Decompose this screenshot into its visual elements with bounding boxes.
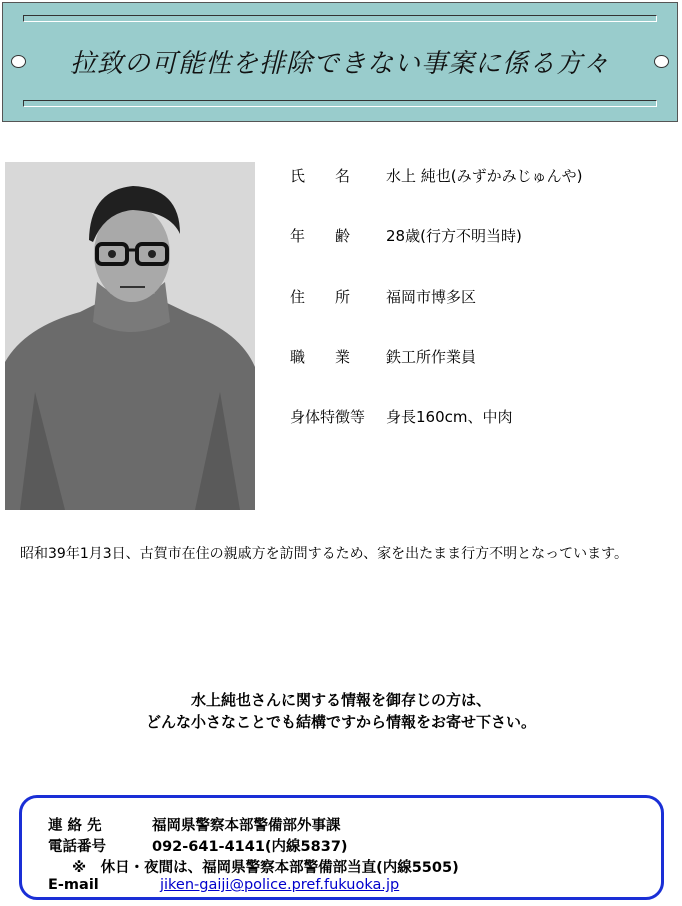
profile-age <box>290 225 522 246</box>
contact-phone-row <box>48 835 348 856</box>
profile-occupation <box>290 346 476 367</box>
age-value: 28歳(行方不明当時) <box>386 227 522 245</box>
name-label: 氏 名 <box>290 167 351 185</box>
address-value: 福岡市博多区 <box>386 288 477 306</box>
profile-name <box>290 165 582 186</box>
name-value: 水上 純也(みずかみじゅんや) <box>386 167 583 185</box>
address-label: 住 所 <box>290 288 351 306</box>
contact-box <box>19 795 664 900</box>
case-narrative: 昭和39年1月3日、古賀市在住の親戚方を訪問するため、家を出たまま行方不明となっています。 <box>20 546 628 562</box>
age-label: 年 齢 <box>290 227 351 245</box>
contact-phone-value: 092-641-4141(内線5837) <box>152 839 348 855</box>
contact-org-row <box>48 814 341 835</box>
features-value: 身長160cm、中肉 <box>386 408 513 426</box>
contact-holiday-note: ※ 休日・夜間は、福岡県警察本部警備部当直(内線5505) <box>72 860 459 876</box>
contact-email-label: E-mail <box>48 877 99 893</box>
occupation-label: 職 業 <box>290 348 351 366</box>
portrait-photo <box>5 162 255 510</box>
contact-email-link[interactable]: jiken-gaiji@police.pref.fukuoka.jp <box>160 877 400 893</box>
profile-address <box>290 286 476 307</box>
banner-right-bullet-icon <box>654 55 669 68</box>
occupation-value: 鉄工所作業員 <box>386 348 477 366</box>
contact-email-row <box>48 877 399 893</box>
banner-bottom-rule <box>23 100 657 107</box>
appeal-line-2: どんな小さなことでも結構ですから情報をお寄せ下さい。 <box>145 713 536 731</box>
features-label: 身体特徴等 <box>290 408 366 426</box>
header-banner <box>2 2 678 122</box>
appeal-line-1: 水上純也さんに関する情報を御存じの方は、 <box>190 691 491 709</box>
contact-phone-label: 電話番号 <box>48 839 106 855</box>
profile-features <box>290 406 513 427</box>
information-appeal <box>0 689 682 733</box>
contact-org-value: 福岡県警察本部警備部外事課 <box>152 818 341 834</box>
page-title: 拉致の可能性を排除できない事案に係る方々 <box>69 49 610 79</box>
banner-top-rule <box>23 15 657 22</box>
contact-org-label: 連 絡 先 <box>48 818 102 834</box>
